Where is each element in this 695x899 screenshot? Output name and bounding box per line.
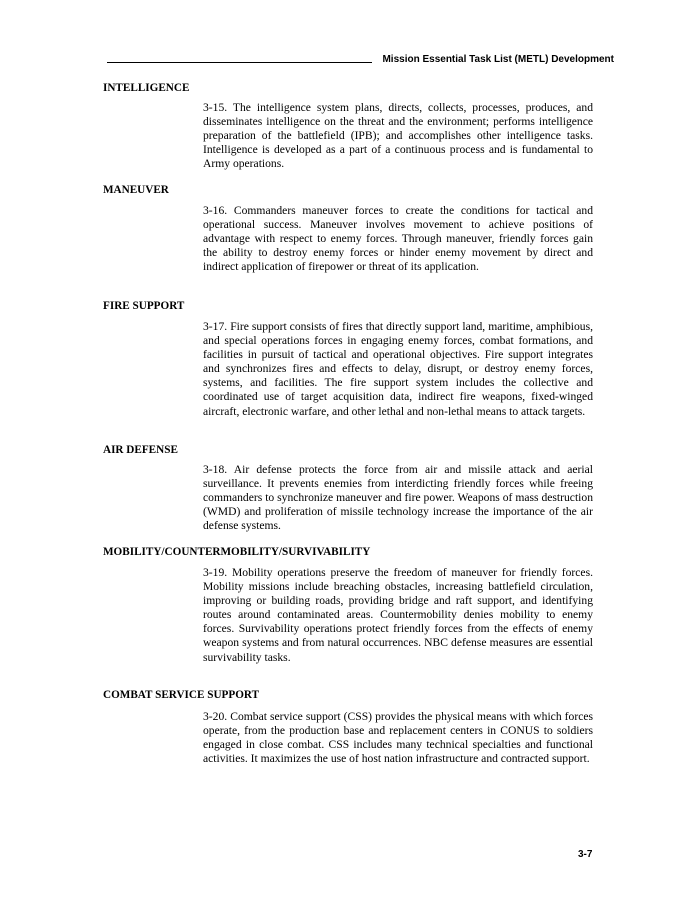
paragraph-3-15 bbox=[203, 101, 593, 171]
paragraph-text: Commanders maneuver forces to create the conditions for tactical and operational success. Maneuver involves movement to achieve positions of advantage with respect to enemy forces. Through maneuver, friendly forces gain the ability to destroy enemy forces or hinder enemy movement by direct and indirect application of firepower or threat of its application. bbox=[203, 204, 593, 274]
section-heading-maneuver: MANEUVER bbox=[103, 184, 169, 196]
section-heading-mobility: MOBILITY/COUNTERMOBILITY/SURVIVABILITY bbox=[103, 546, 371, 558]
paragraph-3-16 bbox=[203, 204, 593, 274]
page-number: 3-7 bbox=[578, 849, 593, 860]
header-title: Mission Essential Task List (METL) Development bbox=[382, 54, 614, 65]
paragraph-number: 3-19. bbox=[203, 566, 228, 579]
paragraph-number: 3-18. bbox=[203, 463, 228, 476]
section-heading-combat-service-support: COMBAT SERVICE SUPPORT bbox=[103, 689, 260, 701]
paragraph-3-19 bbox=[203, 566, 593, 665]
paragraph-3-17 bbox=[203, 320, 593, 419]
section-heading-air-defense: AIR DEFENSE bbox=[103, 444, 178, 456]
paragraph-number: 3-15. bbox=[203, 101, 228, 114]
paragraph-3-18 bbox=[203, 463, 593, 533]
paragraph-text: Air defense protects the force from air and missile attack and aerial surveillance. It prevents enemies from interdicting friendly forces while freeing commanders to synchronize maneuver and fire power. Weapons of mass destruction (WMD) and proliferation of missile technology increase the importance of the air defense systems. bbox=[203, 463, 593, 533]
section-heading-fire-support: FIRE SUPPORT bbox=[103, 300, 185, 312]
paragraph-text: Mobility operations preserve the freedom of maneuver for friendly forces. Mobility missions include breaching obstacles, increasing battlefield circulation, improving or building roads, providing bridge and raft support, and identifying routes around contaminated areas. Countermobility denies mobility to enemy forces. Survivability operations protect friendly forces from the effects of enemy weapon systems and from natural occurrences. NBC defense measures are essential survivability tasks. bbox=[203, 566, 593, 664]
running-header bbox=[107, 54, 614, 68]
section-heading-intelligence: INTELLIGENCE bbox=[103, 82, 190, 94]
paragraph-text: Combat service support (CSS) provides the physical means with which forces operate, from the production base and replacement centers in CONUS to soldiers engaged in close combat. CSS includes many technical specialties and functional activities. It maximizes the use of host nation infrastructure and contracted support. bbox=[203, 710, 593, 766]
paragraph-text: Fire support consists of fires that directly support land, maritime, amphibious, and special operations forces in engaging enemy forces, combat formations, and facilities in pursuit of tactical and operational objectives. Fire support integrates and synchronizes fires and effects to delay, disrupt, or destroy enemy forces, systems, and facilities. The fire support system includes the collective and coordinated use of target acquisition data, indirect fire weapons, fixed-winged aircraft, electronic warfare, and other lethal and non-lethal means to attack targets. bbox=[203, 320, 593, 418]
paragraph-3-20 bbox=[203, 710, 593, 766]
header-rule bbox=[107, 62, 372, 63]
paragraph-number: 3-17. bbox=[203, 320, 228, 333]
paragraph-number: 3-20. bbox=[203, 710, 228, 723]
paragraph-number: 3-16. bbox=[203, 204, 228, 217]
paragraph-text: The intelligence system plans, directs, collects, processes, produces, and disseminates intelligence on the threat and the environment; performs intelligence preparation of the battlefield (IPB); and accomplishes other intelligence tasks. Intelligence is developed as a part of a continuous process and is fundamental to Army operations. bbox=[203, 101, 593, 171]
